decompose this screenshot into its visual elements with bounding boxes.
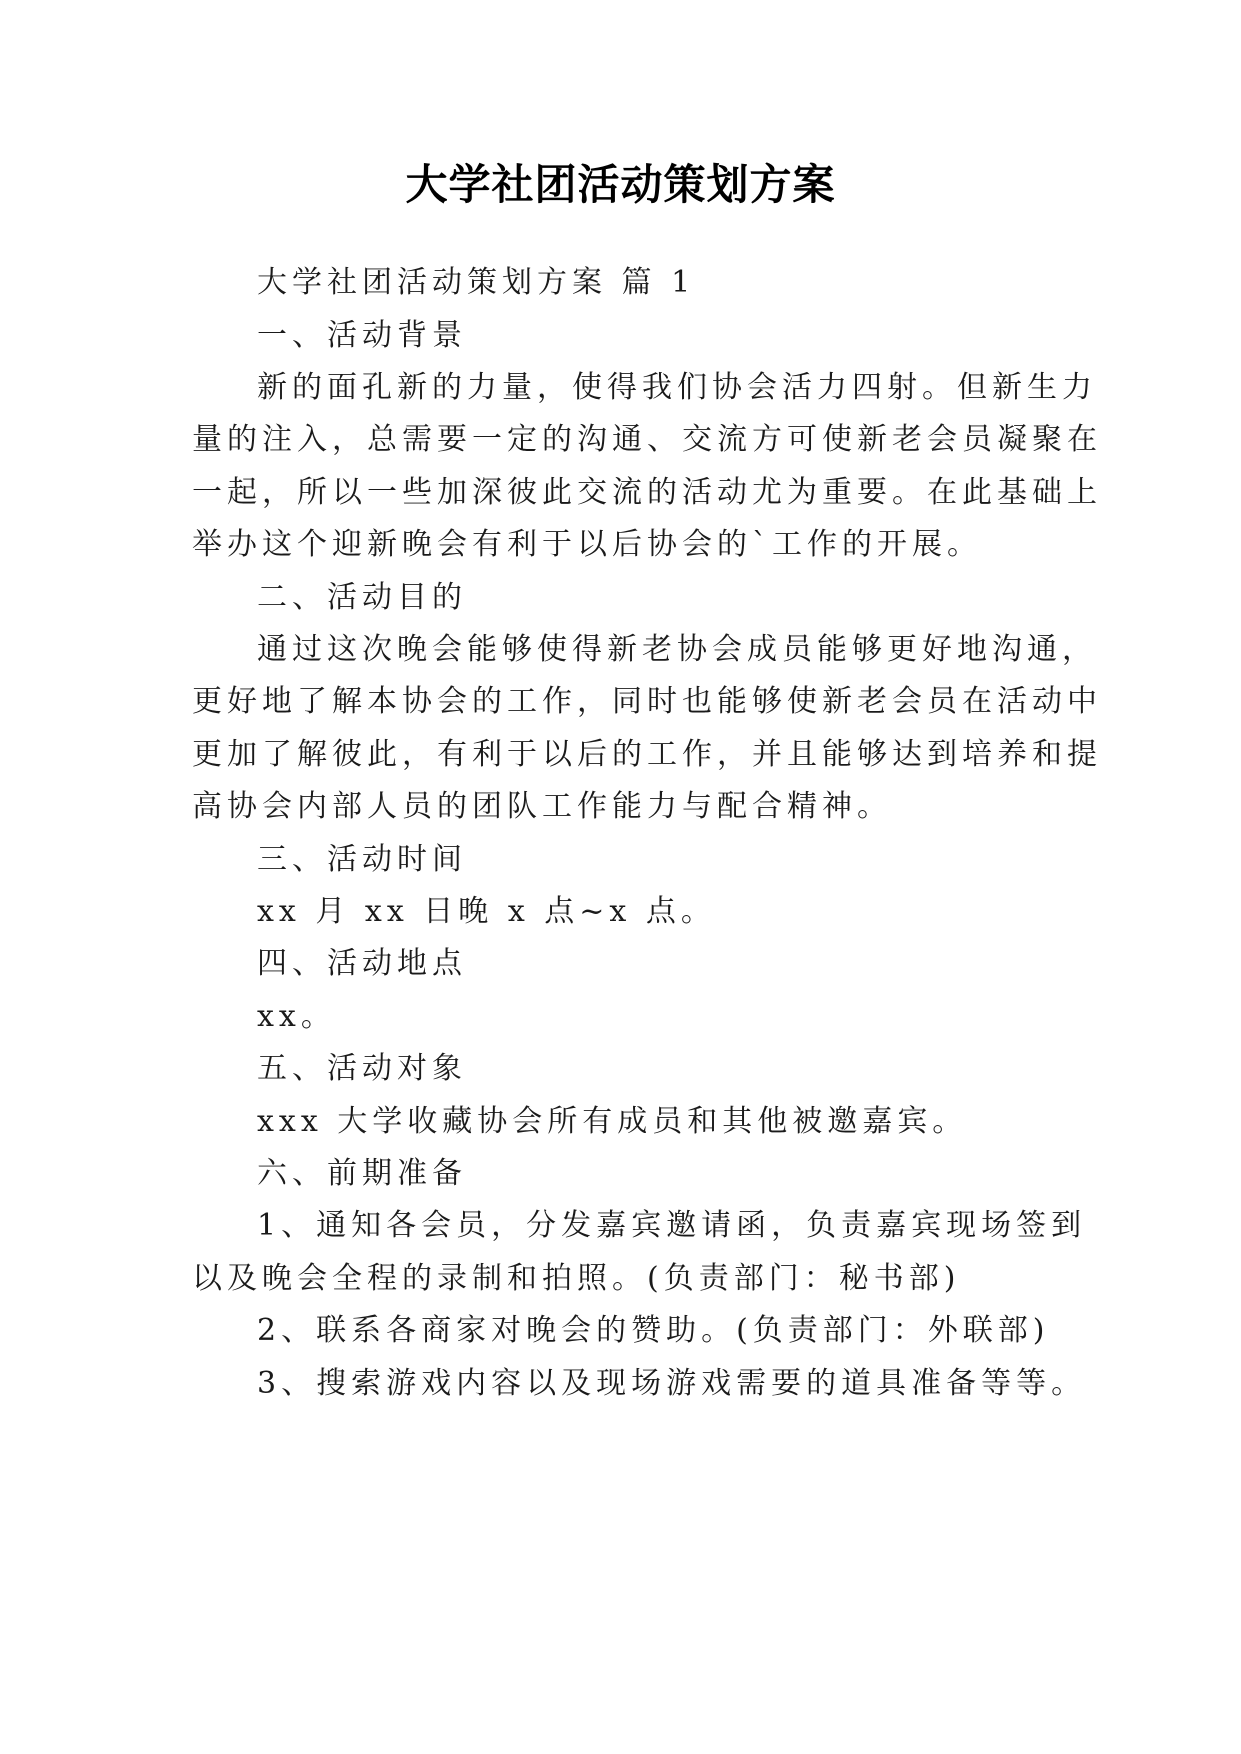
section-heading: 五、活动对象: [257, 1051, 467, 1086]
page-title: 大学社团活动策划方案: [405, 160, 836, 209]
section-heading: 六、前期准备: [257, 1156, 467, 1191]
list-item: 1、通知各会员，分发嘉宾邀请函，负责嘉宾现场签到: [257, 1208, 1087, 1243]
paragraph-line: 量的注入，总需要一定的沟通、交流方可使新老会员凝聚在: [192, 422, 1102, 457]
paragraph-line: 更好地了解本协会的工作，同时也能够使新老会员在活动中: [192, 684, 1102, 719]
paragraph-line: xxx 大学收藏协会所有成员和其他被邀嘉宾。: [257, 1104, 968, 1139]
section-heading: 二、活动目的: [257, 580, 467, 615]
section-heading: 四、活动地点: [257, 946, 467, 981]
paragraph-line: xx。: [257, 999, 336, 1034]
list-item: 3、搜索游戏内容以及现场游戏需要的道具准备等等。: [257, 1366, 1087, 1401]
paragraph-line: 更加了解彼此，有利于以后的工作，并且能够达到培养和提: [192, 737, 1102, 772]
paragraph-line: 举办这个迎新晚会有利于以后协会的`工作的开展。: [192, 527, 982, 562]
paragraph-line: 高协会内部人员的团队工作能力与配合精神。: [192, 789, 892, 824]
paragraph-line: xx 月 xx 日晚 x 点~x 点。: [257, 894, 716, 929]
section-heading: 三、活动时间: [257, 842, 467, 877]
section-heading: 一、活动背景: [257, 318, 467, 353]
article-heading: 大学社团活动策划方案 篇 1: [257, 265, 696, 300]
list-item-continuation: 以及晚会全程的录制和拍照。(负责部门：秘书部): [192, 1261, 961, 1296]
paragraph-line: 新的面孔新的力量，使得我们协会活力四射。但新生力: [257, 370, 1097, 405]
paragraph-line: 一起，所以一些加深彼此交流的活动尤为重要。在此基础上: [192, 475, 1102, 510]
list-item: 2、联系各商家对晚会的赞助。(负责部门：外联部): [257, 1313, 1050, 1348]
paragraph-line: 通过这次晚会能够使得新老协会成员能够更好地沟通，: [257, 632, 1097, 667]
